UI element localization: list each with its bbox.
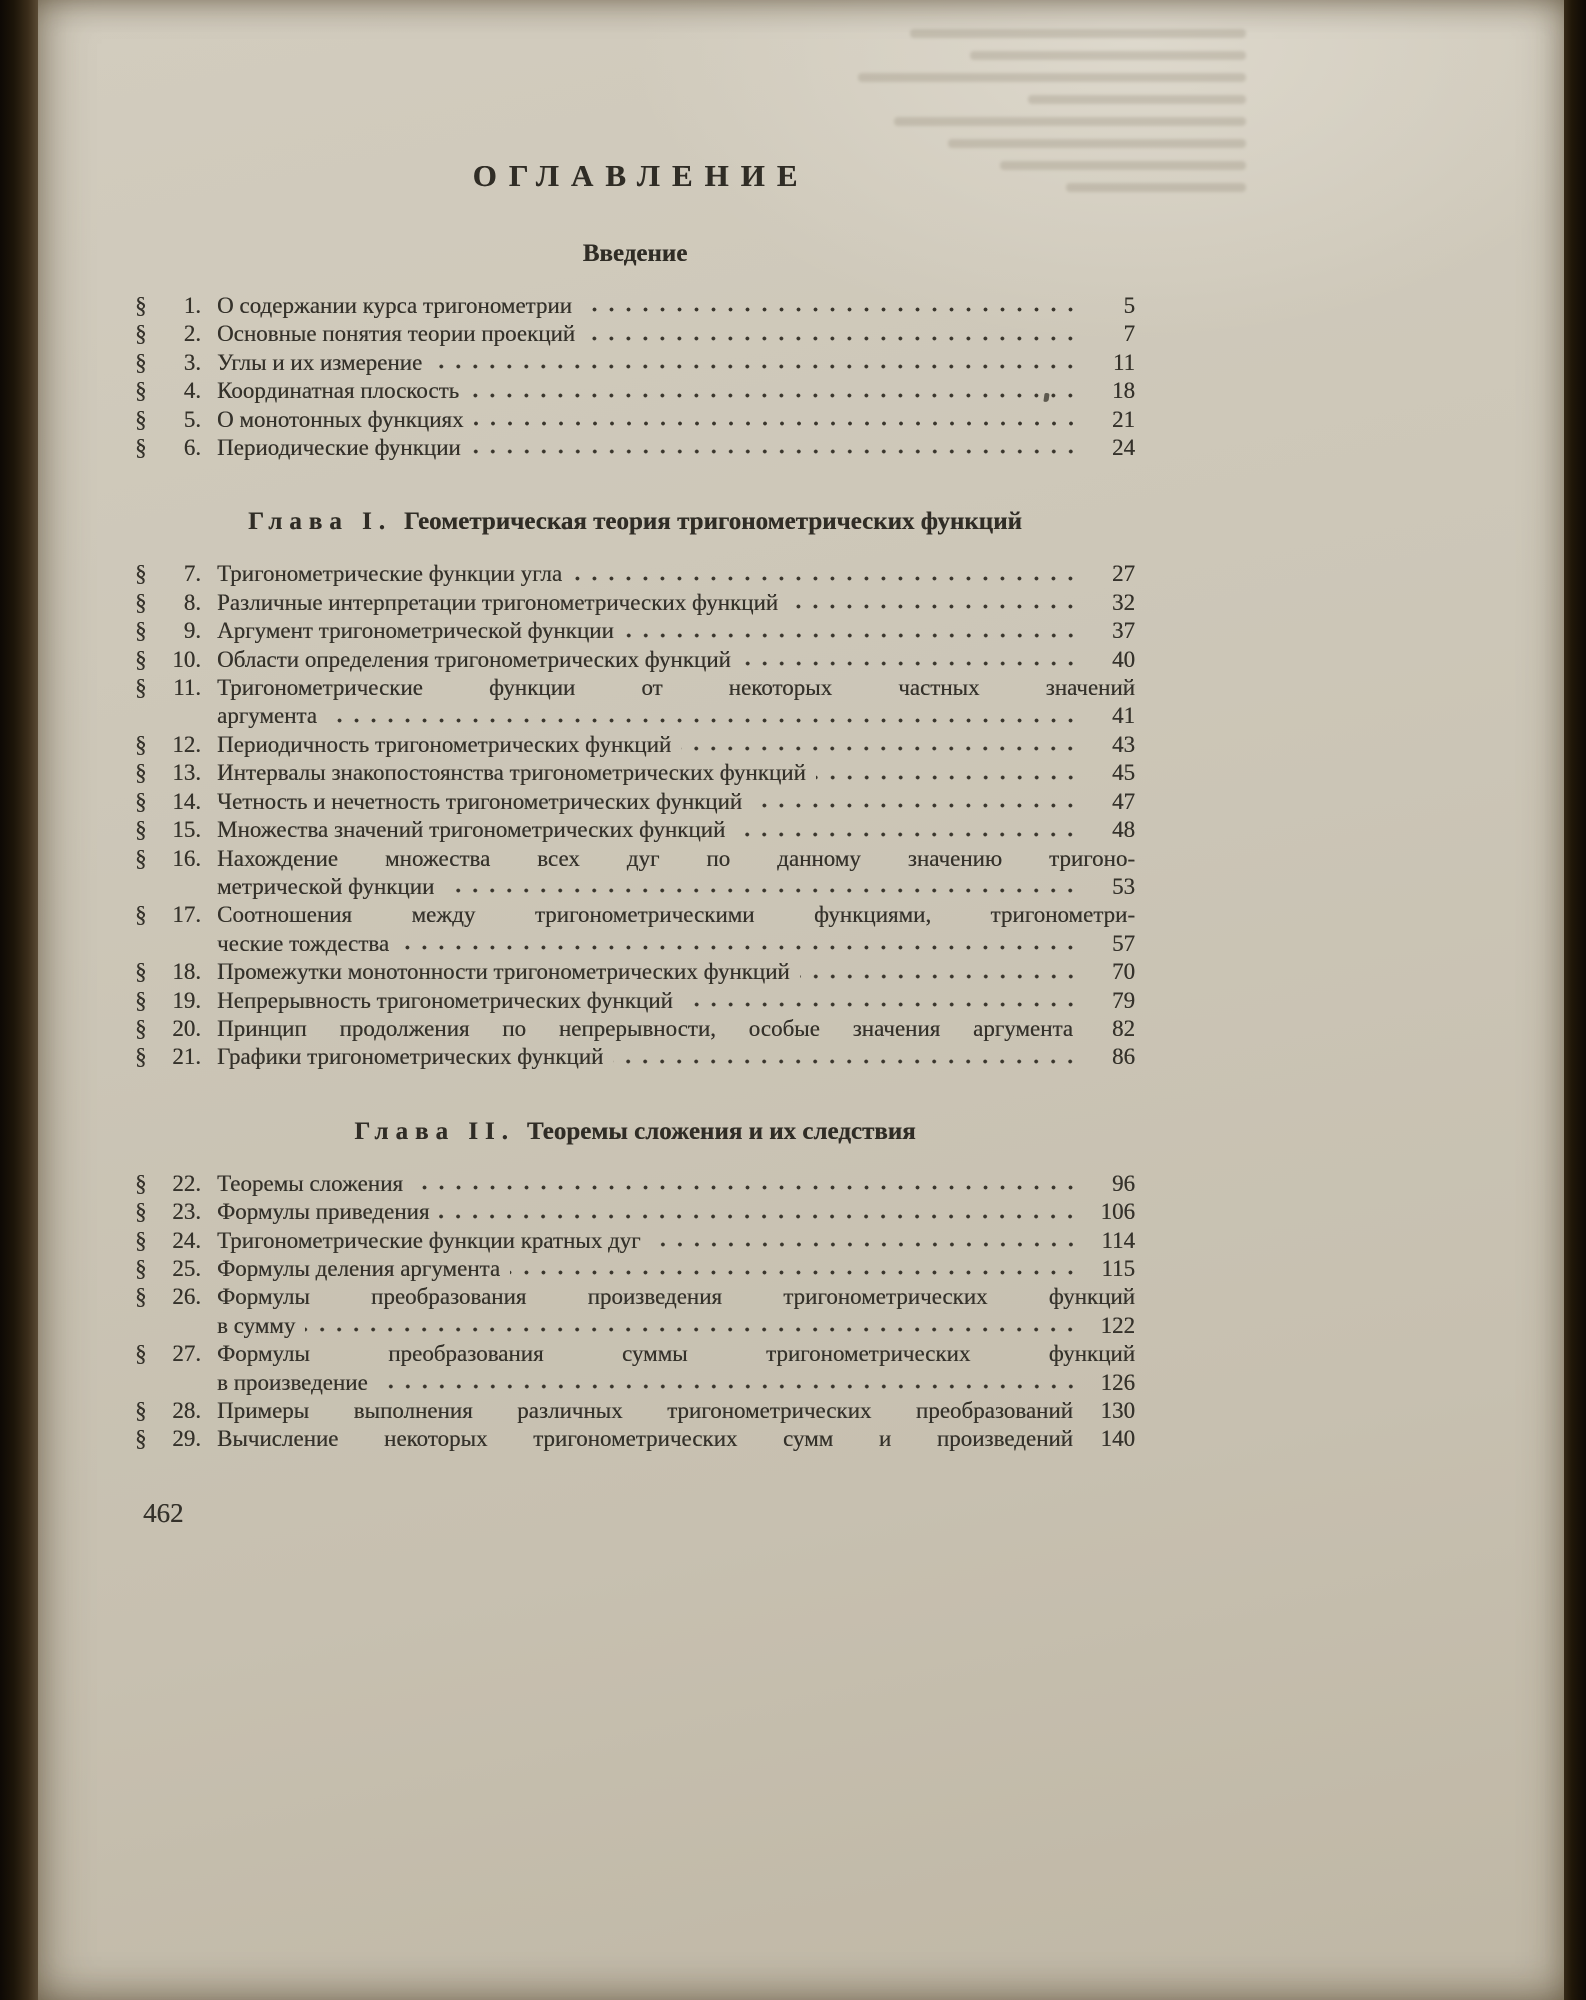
entry-number: 17.: [172, 902, 201, 928]
entry-last-line: [217, 1227, 1135, 1255]
entry-body: [217, 901, 1135, 958]
entry-text: О содержании курса тригонометрии: [217, 293, 572, 318]
entry-last-line: [217, 1312, 1135, 1340]
entry-last-line: [217, 1198, 1135, 1226]
entry-last-line: [217, 589, 1135, 617]
chapter-label: Глава II.: [354, 1117, 515, 1145]
entry-text-line: Формулы преобразования произведения тригонометрических функций: [217, 1284, 1135, 1310]
entry-body: [217, 349, 1135, 377]
entry-body: [217, 320, 1135, 348]
entry-page-number: 130: [1100, 1398, 1135, 1423]
toc-entry: [135, 1283, 1135, 1340]
entry-body: [217, 759, 1135, 787]
entry-body: [217, 816, 1135, 844]
section-mark: §: [135, 817, 147, 843]
entry-body: [217, 788, 1135, 816]
toc-entry: [135, 292, 1135, 320]
section-items: [135, 292, 1135, 462]
dot-leader: [683, 995, 1081, 1015]
entry-number: 7.: [183, 561, 201, 587]
dot-leader: [327, 711, 1081, 731]
section-heading-text: Теоремы сложения и их следствия: [526, 1117, 916, 1145]
section-heading: [135, 240, 1135, 268]
toc-entry: [135, 377, 1135, 405]
section-mark: §: [135, 788, 147, 814]
dot-leader: [816, 768, 1081, 788]
entry-text-line: Формулы преобразования суммы тригонометрических функций: [217, 1341, 1135, 1367]
chapter-label: Глава I.: [248, 508, 392, 536]
entry-body: [217, 292, 1135, 320]
section-mark: §: [135, 1199, 147, 1225]
entry-number: 12.: [172, 731, 201, 757]
entry-text: аргумента: [217, 703, 317, 729]
toc-entry: [135, 987, 1135, 1015]
entry-number: 21.: [172, 1044, 201, 1070]
entry-last-line: [217, 434, 1135, 462]
section-mark: §: [135, 589, 147, 615]
section-mark: §: [135, 561, 147, 587]
entry-last-line: [217, 702, 1135, 730]
entry-text: Аргумент тригонометрической функции: [217, 618, 614, 644]
entry-text: Области определения тригонометрических функций: [217, 646, 731, 672]
entry-last-line: [217, 759, 1135, 787]
section-mark: §: [135, 1398, 147, 1423]
entry-number: 11.: [173, 675, 201, 701]
entry-body: [217, 1227, 1135, 1255]
entry-page-number: 115: [1101, 1255, 1135, 1281]
section-mark: §: [135, 731, 147, 757]
entry-number: 14.: [172, 788, 201, 814]
entry-text: в произведение: [217, 1369, 368, 1395]
entry-number: 18.: [172, 959, 201, 985]
dot-leader: [432, 357, 1081, 377]
entry-body: [217, 617, 1135, 645]
entry-body: [217, 1283, 1135, 1340]
toc-entry: [135, 434, 1135, 462]
toc-entry: [135, 617, 1135, 645]
entry-number: 19.: [172, 987, 201, 1013]
section-heading-text: Геометрическая теория тригонометрических функций: [403, 508, 1022, 536]
dot-leader: [582, 300, 1081, 320]
dot-leader: [439, 1207, 1081, 1227]
toc-entry: [135, 788, 1135, 816]
toc-entry: [135, 731, 1135, 759]
entry-last-line: [217, 1015, 1135, 1043]
toc-entry: [135, 1425, 1135, 1453]
dot-leader: [510, 1263, 1081, 1283]
entry-page-number: 18: [1112, 378, 1135, 404]
entry-page-number: 96: [1112, 1170, 1135, 1196]
entry-body: [217, 646, 1135, 674]
section-mark: §: [135, 1044, 147, 1070]
entry-text: Теоремы сложения: [217, 1170, 403, 1196]
entry-last-line: [217, 646, 1135, 674]
entry-page-number: 45: [1112, 760, 1135, 786]
toc-entry: [135, 816, 1135, 844]
section-mark: §: [135, 1170, 147, 1196]
section-mark: §: [135, 959, 147, 985]
entry-page-number: 57: [1112, 930, 1135, 956]
entry-last-line: [217, 1170, 1135, 1198]
toc-entry: [135, 406, 1135, 434]
entry-last-line: [217, 1255, 1135, 1283]
section-mark: §: [135, 646, 147, 672]
entry-number: 15.: [172, 817, 201, 843]
entry-number: 2.: [183, 321, 201, 347]
toc-entry: [135, 1340, 1135, 1397]
section-mark: §: [135, 1255, 147, 1281]
entry-body: [217, 1397, 1135, 1425]
entry-page-number: 126: [1100, 1369, 1135, 1395]
folio-page-number: 462: [143, 1497, 184, 1528]
section-heading-text: Введение: [582, 240, 688, 267]
section-mark: §: [135, 1284, 147, 1310]
dot-leader: [378, 1377, 1081, 1397]
entry-page-number: 27: [1112, 561, 1135, 587]
entry-text: Формулы приведения: [217, 1199, 430, 1225]
toc-entry: [135, 958, 1135, 986]
toc-entry: [135, 1170, 1135, 1198]
section-items: [135, 560, 1135, 1071]
entry-last-line: [217, 292, 1135, 320]
entry-number: 1.: [183, 293, 201, 318]
entry-body: [217, 987, 1135, 1015]
entry-text: Тригонометрические функции угла: [217, 561, 563, 587]
dot-leader: [741, 654, 1081, 674]
section-mark: §: [135, 675, 147, 701]
toc-entry: [135, 589, 1135, 617]
entry-text-line: Тригонометрические функции от некоторых частных значений: [217, 675, 1135, 701]
entry-number: 6.: [183, 435, 201, 461]
toc-entry: [135, 646, 1135, 674]
entry-body: [217, 589, 1135, 617]
entry-text: Принцип продолжения по непрерывности, особые значения аргумента: [217, 1015, 1073, 1041]
entry-last-line: [217, 320, 1135, 348]
section-mark: §: [135, 321, 147, 347]
section-mark: §: [135, 1015, 147, 1041]
entry-number: 13.: [172, 760, 201, 786]
dot-leader: [474, 414, 1082, 434]
section-mark: §: [135, 406, 147, 432]
section-heading: [135, 508, 1135, 536]
entry-number: 9.: [183, 618, 201, 644]
entry-number: 23.: [172, 1199, 201, 1225]
entry-text: Вычисление некоторых тригонометрических сумм и произведений: [217, 1426, 1073, 1452]
section-mark: §: [135, 987, 147, 1013]
entry-text: Углы и их измерение: [217, 349, 423, 375]
toc: [135, 240, 1135, 1454]
entry-text: в сумму: [217, 1312, 296, 1338]
entry-text-line: Соотношения между тригонометрическими функциями, тригонометри-: [217, 902, 1135, 928]
entry-page-number: 86: [1112, 1044, 1135, 1070]
entry-last-line: [217, 930, 1135, 958]
entry-page-number: 32: [1112, 589, 1135, 615]
entry-body: [217, 560, 1135, 588]
entry-number: 29.: [172, 1426, 201, 1452]
entry-page-number: 5: [1123, 293, 1135, 318]
entry-text: Тригонометрические функции кратных дуг: [217, 1227, 641, 1253]
entry-body: [217, 731, 1135, 759]
entry-page-number: 41: [1112, 703, 1135, 729]
section-mark: §: [135, 349, 147, 375]
dot-leader: [413, 1178, 1081, 1198]
book-edge-left: [0, 0, 40, 2000]
entry-body: [217, 406, 1135, 434]
entry-last-line: [217, 406, 1135, 434]
entry-page-number: 21: [1112, 406, 1135, 432]
entry-body: [217, 1425, 1135, 1453]
entry-body: [217, 1255, 1135, 1283]
section-mark: §: [135, 435, 147, 461]
dot-leader: [469, 386, 1081, 406]
dot-leader: [305, 1320, 1081, 1340]
toc-entry: [135, 845, 1135, 902]
entry-page-number: 37: [1112, 618, 1135, 644]
toc-section: [135, 240, 1135, 462]
entry-text: Четность и нечетность тригонометрических функций: [217, 788, 743, 814]
entry-body: [217, 1043, 1135, 1071]
dot-leader: [471, 442, 1081, 462]
entry-number: 3.: [183, 349, 201, 375]
toc-entry: [135, 759, 1135, 787]
entry-body: [217, 674, 1135, 731]
entry-text: Периодические функции: [217, 435, 461, 461]
section-mark: §: [135, 1227, 147, 1253]
entry-text: Основные понятия теории проекций: [217, 321, 576, 347]
dot-leader: [444, 881, 1081, 901]
dot-leader: [735, 825, 1081, 845]
entry-body: [217, 377, 1135, 405]
toc-entry: [135, 1397, 1135, 1425]
entry-page-number: 40: [1112, 646, 1135, 672]
entry-page-number: 82: [1112, 1015, 1135, 1041]
dot-leader: [399, 938, 1081, 958]
toc-entry: [135, 1015, 1135, 1043]
entry-text: Графики тригонометрических функций: [217, 1044, 604, 1070]
entry-last-line: [217, 1397, 1135, 1425]
entry-body: [217, 1340, 1135, 1397]
dot-leader: [651, 1235, 1081, 1255]
entry-number: 20.: [172, 1015, 201, 1041]
entry-last-line: [217, 816, 1135, 844]
entry-body: [217, 434, 1135, 462]
section-mark: §: [135, 293, 147, 318]
dot-leader: [624, 626, 1081, 646]
entry-page-number: 79: [1112, 987, 1135, 1013]
entry-number: 28.: [172, 1398, 201, 1423]
entry-text: Периодичность тригонометрических функций: [217, 731, 672, 757]
toc-entry: [135, 1255, 1135, 1283]
entry-page-number: 140: [1100, 1426, 1135, 1452]
entry-last-line: [217, 1425, 1135, 1453]
entry-number: 22.: [172, 1170, 201, 1196]
section-mark: §: [135, 618, 147, 644]
entry-number: 10.: [172, 646, 201, 672]
entry-text: Примеры выполнения различных тригонометрических преобразований: [217, 1398, 1073, 1423]
entry-last-line: [217, 873, 1135, 901]
entry-text: Промежутки монотонности тригонометрических функций: [217, 959, 790, 985]
section-mark: §: [135, 760, 147, 786]
toc-entry: [135, 1043, 1135, 1071]
entry-page-number: 106: [1100, 1199, 1135, 1225]
entry-number: 27.: [172, 1341, 201, 1367]
entry-number: 25.: [172, 1255, 201, 1281]
toc-section: [135, 508, 1135, 1071]
entry-page-number: 43: [1112, 731, 1135, 757]
entry-number: 24.: [172, 1227, 201, 1253]
toc-entry: [135, 674, 1135, 731]
entry-text: Координатная плоскость: [217, 378, 460, 404]
entry-number: 16.: [172, 845, 201, 871]
entry-text: Множества значений тригонометрических функций: [217, 817, 726, 843]
entry-body: [217, 1198, 1135, 1226]
dot-leader: [572, 569, 1081, 589]
entry-last-line: [217, 349, 1135, 377]
entry-number: 8.: [183, 589, 201, 615]
section-mark: §: [135, 845, 147, 871]
entry-last-line: [217, 788, 1135, 816]
section-mark: §: [135, 1341, 147, 1367]
dot-leader: [681, 739, 1081, 759]
toc-section: [135, 1118, 1135, 1454]
entry-body: [217, 1015, 1135, 1043]
entry-text: Непрерывность тригонометрических функций: [217, 987, 673, 1013]
dot-leader: [613, 1052, 1081, 1072]
entry-body: [217, 1170, 1135, 1198]
entry-page-number: 122: [1100, 1312, 1135, 1338]
entry-last-line: [217, 617, 1135, 645]
paper-page: [38, 0, 1564, 2000]
page-title: ОГЛАВЛЕНИЕ: [472, 158, 810, 193]
toc-entry: [135, 1227, 1135, 1255]
entry-text: Интервалы знакопостоянства тригонометрических функций: [217, 760, 806, 786]
entry-number: 4.: [183, 378, 201, 404]
toc-entry: [135, 560, 1135, 588]
entry-number: 26.: [172, 1284, 201, 1310]
entry-page-number: 53: [1112, 873, 1135, 899]
entry-last-line: [217, 1369, 1135, 1397]
section-items: [135, 1170, 1135, 1454]
toc-entry: [135, 349, 1135, 377]
entry-page-number: 70: [1112, 959, 1135, 985]
toc-entry: [135, 1198, 1135, 1226]
entry-page-number: 11: [1112, 349, 1135, 375]
entry-text: метрической функции: [217, 873, 435, 899]
entry-page-number: 47: [1112, 788, 1135, 814]
dot-leader: [788, 597, 1081, 617]
entry-last-line: [217, 987, 1135, 1015]
entry-number: 5.: [183, 406, 201, 432]
entry-last-line: [217, 958, 1135, 986]
section-heading: [135, 1118, 1135, 1146]
entry-page-number: 24: [1112, 435, 1135, 461]
toc-entry: [135, 320, 1135, 348]
table-of-contents-page: [135, 0, 1135, 1529]
entry-last-line: [217, 1043, 1135, 1071]
entry-text: ческие тождества: [217, 930, 390, 956]
dot-leader: [800, 967, 1081, 987]
entry-text: О монотонных функциях: [217, 406, 464, 432]
entry-page-number: 48: [1112, 817, 1135, 843]
entry-text: Формулы деления аргумента: [217, 1255, 501, 1281]
entry-last-line: [217, 731, 1135, 759]
section-mark: §: [135, 1426, 147, 1452]
entry-text: Различные интерпретации тригонометрических функций: [217, 589, 779, 615]
toc-entry: [135, 901, 1135, 958]
entry-page-number: 7: [1123, 321, 1135, 347]
dot-leader: [752, 796, 1081, 816]
entry-text-line: Нахождение множества всех дуг по данному значению тригоно-: [217, 845, 1135, 871]
section-mark: §: [135, 378, 147, 404]
entry-page-number: 114: [1101, 1227, 1135, 1253]
entry-last-line: [217, 377, 1135, 405]
entry-body: [217, 845, 1135, 902]
entry-body: [217, 958, 1135, 986]
section-mark: §: [135, 902, 147, 928]
entry-last-line: [217, 560, 1135, 588]
dot-leader: [585, 329, 1081, 349]
